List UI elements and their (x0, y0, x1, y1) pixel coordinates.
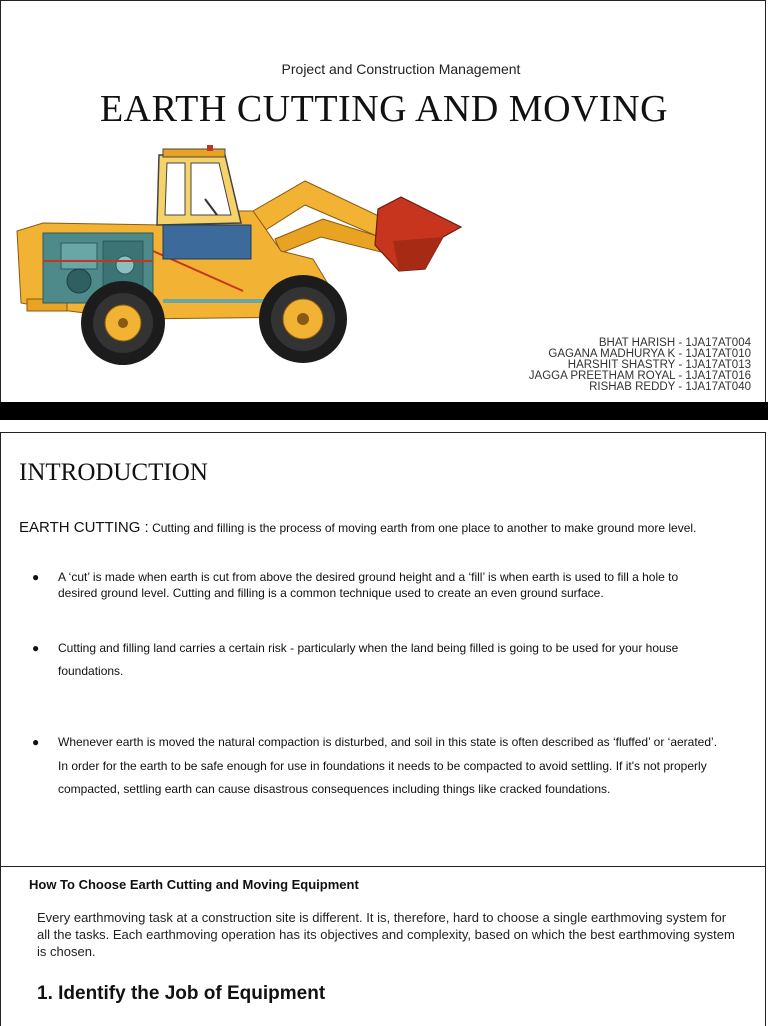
author-name: BHAT HARISH - 1JA17AT004 (598, 337, 751, 349)
page-title: EARTH CUTTING AND MOVING (99, 88, 669, 130)
bullet-list (19, 569, 719, 802)
list-item (19, 637, 719, 683)
author-name: HARSHIT SHASTRY - 1JA17AT013 (567, 359, 751, 371)
list-item (19, 731, 719, 802)
course-subtitle: Project and Construction Management (281, 61, 521, 77)
title-slide (0, 0, 766, 404)
bullet-text: Cutting and filling land carries a certain risk - particularly when the land being filled is going to be used for your house foundations. (58, 641, 679, 678)
bullet-icon: ● (32, 641, 40, 655)
wheel-loader-illustration (13, 141, 468, 366)
bullet-text: A ‘cut’ is made when earth is cut from above the desired ground height and a ‘fill’ is when earth is used to fill a hole to desired ground level. Cutting and filling is a common technique used to create an even ground surface. (58, 570, 679, 600)
definition-text: Cutting and filling is the process of moving earth from one place to another to make ground more level. (148, 521, 697, 535)
definition-term: EARTH CUTTING : (19, 519, 149, 536)
bullet-icon: ● (32, 735, 40, 749)
introduction-slide (0, 432, 766, 870)
author-name: RISHAB REDDY - 1JA17AT040 (589, 381, 751, 393)
subheading: 1. Identify the Job of Equipment (37, 983, 326, 1004)
slide-separator (0, 402, 768, 420)
equipment-slide (0, 866, 766, 1026)
list-item (19, 569, 719, 601)
author-list (529, 338, 751, 393)
bullet-icon: ● (32, 570, 40, 584)
section-heading: INTRODUCTION (19, 459, 208, 486)
bullet-text: Whenever earth is moved the natural compaction is disturbed, and soil in this state is often described as ‘fluffed’ or ‘aerated’. In order for the earth to be safe enough for use in foundations it needs to be compacted to avoid settling. If it's not properly compacted, settling earth can cause disastrous consequences including things like cracked foundations. (58, 735, 718, 796)
author-name: GAGANA MADHURYA K - 1JA17AT010 (548, 348, 751, 360)
section-heading: How To Choose Earth Cutting and Moving Equipment (29, 877, 359, 892)
definition-paragraph (19, 519, 739, 537)
body-paragraph: Every earthmoving task at a construction site is different. It is, therefore, hard to choose a single earthmoving system for all the tasks. Each earthmoving operation has its objectives and complexity, based on which the best earthmoving system is chosen. (37, 910, 735, 959)
author-name: JAGGA PREETHAM ROYAL - 1JA17AT016 (528, 370, 751, 382)
